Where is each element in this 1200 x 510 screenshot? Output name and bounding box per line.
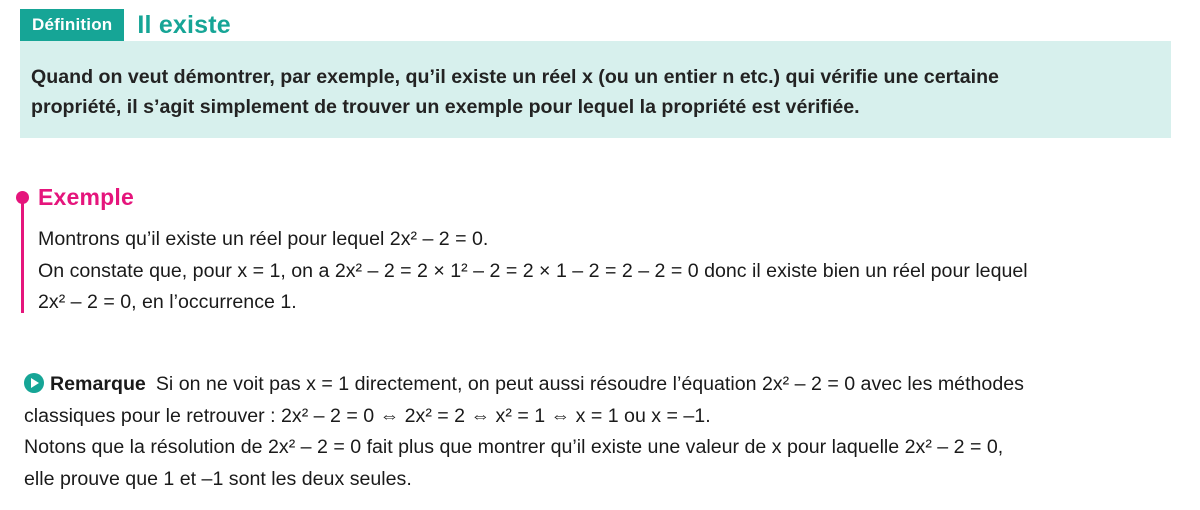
example-title: Exemple — [38, 184, 135, 210]
example-body — [38, 224, 1188, 319]
remark-text-line: Notons que la résolution de 2x² – 2 = 0 fait plus que montrer qu’il existe une valeur de x pour laquelle 2x² – 2 = 0, — [24, 436, 1004, 458]
remark-first-line — [24, 369, 1194, 401]
definition-text-line: propriété, il s’agit simplement de trouver un exemple pour lequel la propriété est vérifiée. — [31, 96, 860, 118]
remark-text-line: Si on ne voit pas x = 1 directement, on peut aussi résoudre l’équation 2x² – 2 = 0 avec les méthodes — [155, 373, 1024, 395]
definition-tag: Définition — [20, 9, 124, 41]
example-marker-bar — [21, 200, 24, 313]
remark-block — [24, 369, 1194, 495]
example-text-line: 2x² – 2 = 0, en l’occurrence 1. — [38, 291, 297, 313]
play-arrow-icon — [24, 373, 44, 393]
definition-box — [20, 41, 1171, 138]
remark-text-line: classiques pour le retrouver : 2x² – 2 = 0 ⇔ 2x² = 2 ⇔ x² = 1 ⇔ x = 1 ou x = –1. — [24, 404, 711, 427]
definition-header — [20, 9, 231, 41]
remark-text-line: elle prouve que 1 et –1 sont les deux seules. — [24, 467, 412, 490]
example-text-line: On constate que, pour x = 1, on a 2x² – 2 = 2 × 1² – 2 = 2 × 1 – 2 = 2 – 2 = 0 donc il existe bien un réel pour lequel — [38, 259, 1028, 282]
remark-label: Remarque — [50, 373, 146, 395]
example-text-line: Montrons qu’il existe un réel pour lequel 2x² – 2 = 0. — [38, 228, 489, 250]
example-marker-dot — [16, 191, 29, 204]
definition-text-line: Quand on veut démontrer, par exemple, qu’il existe un réel x (ou un entier n etc.) qui vérifie une certaine — [31, 66, 999, 88]
definition-title: Il existe — [137, 10, 231, 39]
